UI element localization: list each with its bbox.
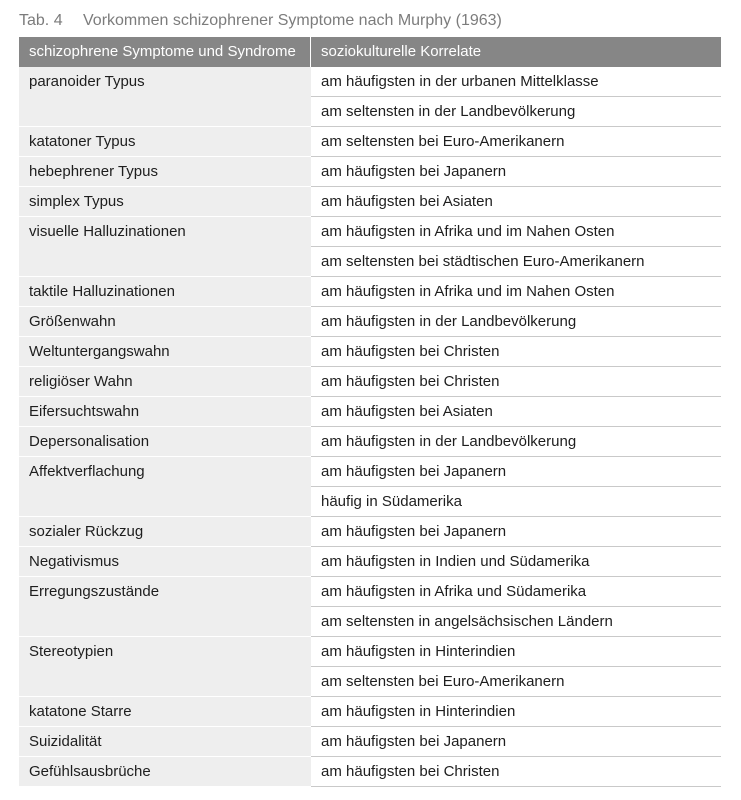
symptom-cell: Negativismus [19, 547, 311, 577]
correlate-line: am häufigsten in Afrika und Südamerika [311, 577, 721, 607]
correlate-line: häufig in Südamerika [311, 487, 721, 517]
table-body [19, 67, 721, 787]
table-row [19, 367, 721, 397]
table-row [19, 127, 721, 157]
symptom-table [19, 37, 721, 787]
table-header-row [19, 37, 721, 67]
correlates-cell [311, 637, 721, 697]
correlate-line: am häufigsten bei Asiaten [311, 397, 721, 427]
column-header-correlates: soziokulturelle Korrelate [321, 43, 482, 60]
correlates-cell [311, 187, 721, 217]
table-row [19, 727, 721, 757]
correlate-line: am seltensten bei städtischen Euro-Amerikanern [311, 247, 721, 277]
correlates-cell [311, 217, 721, 277]
symptom-cell: taktile Halluzinationen [19, 277, 311, 307]
table-row [19, 277, 721, 307]
symptom-cell: Gefühlsausbrüche [19, 757, 311, 787]
table-number: Tab. 4 [19, 12, 63, 29]
table-caption [19, 8, 502, 34]
table-row [19, 397, 721, 427]
correlates-cell [311, 427, 721, 457]
correlate-line: am häufigsten in der Landbevölkerung [311, 427, 721, 457]
table-row [19, 157, 721, 187]
correlate-line: am häufigsten in der urbanen Mittelklasse [311, 67, 721, 97]
symptom-cell: katatone Starre [19, 697, 311, 727]
symptom-cell: Depersonalisation [19, 427, 311, 457]
correlate-line: am häufigsten bei Christen [311, 757, 721, 787]
correlate-line: am häufigsten in Hinterindien [311, 697, 721, 727]
correlate-line: am häufigsten in der Landbevölkerung [311, 307, 721, 337]
table-title: Vorkommen schizophrener Symptome nach Murphy (1963) [83, 12, 502, 29]
correlates-cell [311, 367, 721, 397]
correlates-cell [311, 457, 721, 517]
table-row [19, 187, 721, 217]
symptom-cell: hebephrener Typus [19, 157, 311, 187]
table-row [19, 217, 721, 277]
symptom-cell: simplex Typus [19, 187, 311, 217]
correlate-line: am häufigsten bei Japanern [311, 727, 721, 757]
symptom-cell: religiöser Wahn [19, 367, 311, 397]
correlate-line: am seltensten bei Euro-Amerikanern [311, 127, 721, 157]
correlates-cell [311, 727, 721, 757]
table-row [19, 637, 721, 697]
symptom-cell: Suizidalität [19, 727, 311, 757]
table-row [19, 67, 721, 127]
symptom-cell: Affektverflachung [19, 457, 311, 517]
table-row [19, 547, 721, 577]
correlates-cell [311, 547, 721, 577]
correlates-cell [311, 697, 721, 727]
correlate-line: am häufigsten bei Japanern [311, 517, 721, 547]
correlates-cell [311, 307, 721, 337]
correlates-cell [311, 337, 721, 367]
correlates-cell [311, 157, 721, 187]
symptom-cell: visuelle Halluzinationen [19, 217, 311, 277]
correlates-cell [311, 127, 721, 157]
correlate-line: am seltensten in der Landbevölkerung [311, 97, 721, 127]
table-row [19, 427, 721, 457]
correlate-line: am häufigsten bei Japanern [311, 457, 721, 487]
correlate-line: am häufigsten bei Japanern [311, 157, 721, 187]
correlates-cell [311, 67, 721, 127]
correlates-cell [311, 517, 721, 547]
symptom-cell: sozialer Rückzug [19, 517, 311, 547]
correlate-line: am häufigsten bei Christen [311, 337, 721, 367]
table-row [19, 577, 721, 637]
correlate-line: am häufigsten in Hinterindien [311, 637, 721, 667]
table-row [19, 457, 721, 517]
table-row [19, 757, 721, 787]
correlate-line: am häufigsten in Afrika und im Nahen Osten [311, 217, 721, 247]
symptom-cell: katatoner Typus [19, 127, 311, 157]
correlate-line: am seltensten in angelsächsischen Ländern [311, 607, 721, 637]
table-row [19, 307, 721, 337]
symptom-cell: Stereotypien [19, 637, 311, 697]
symptom-cell: Weltuntergangswahn [19, 337, 311, 367]
table-row [19, 337, 721, 367]
correlate-line: am häufigsten in Indien und Südamerika [311, 547, 721, 577]
symptom-cell: Erregungszustände [19, 577, 311, 637]
correlate-line: am seltensten bei Euro-Amerikanern [311, 667, 721, 697]
symptom-cell: Größenwahn [19, 307, 311, 337]
correlates-cell [311, 397, 721, 427]
correlate-line: am häufigsten bei Christen [311, 367, 721, 397]
correlate-line: am häufigsten bei Asiaten [311, 187, 721, 217]
correlates-cell [311, 757, 721, 787]
correlate-line: am häufigsten in Afrika und im Nahen Osten [311, 277, 721, 307]
table-row [19, 517, 721, 547]
table-row [19, 697, 721, 727]
correlates-cell [311, 577, 721, 637]
symptom-cell: Eifersuchtswahn [19, 397, 311, 427]
correlates-cell [311, 277, 721, 307]
column-header-symptoms: schizophrene Symptome und Syndrome [19, 37, 311, 67]
symptom-cell: paranoider Typus [19, 67, 311, 127]
